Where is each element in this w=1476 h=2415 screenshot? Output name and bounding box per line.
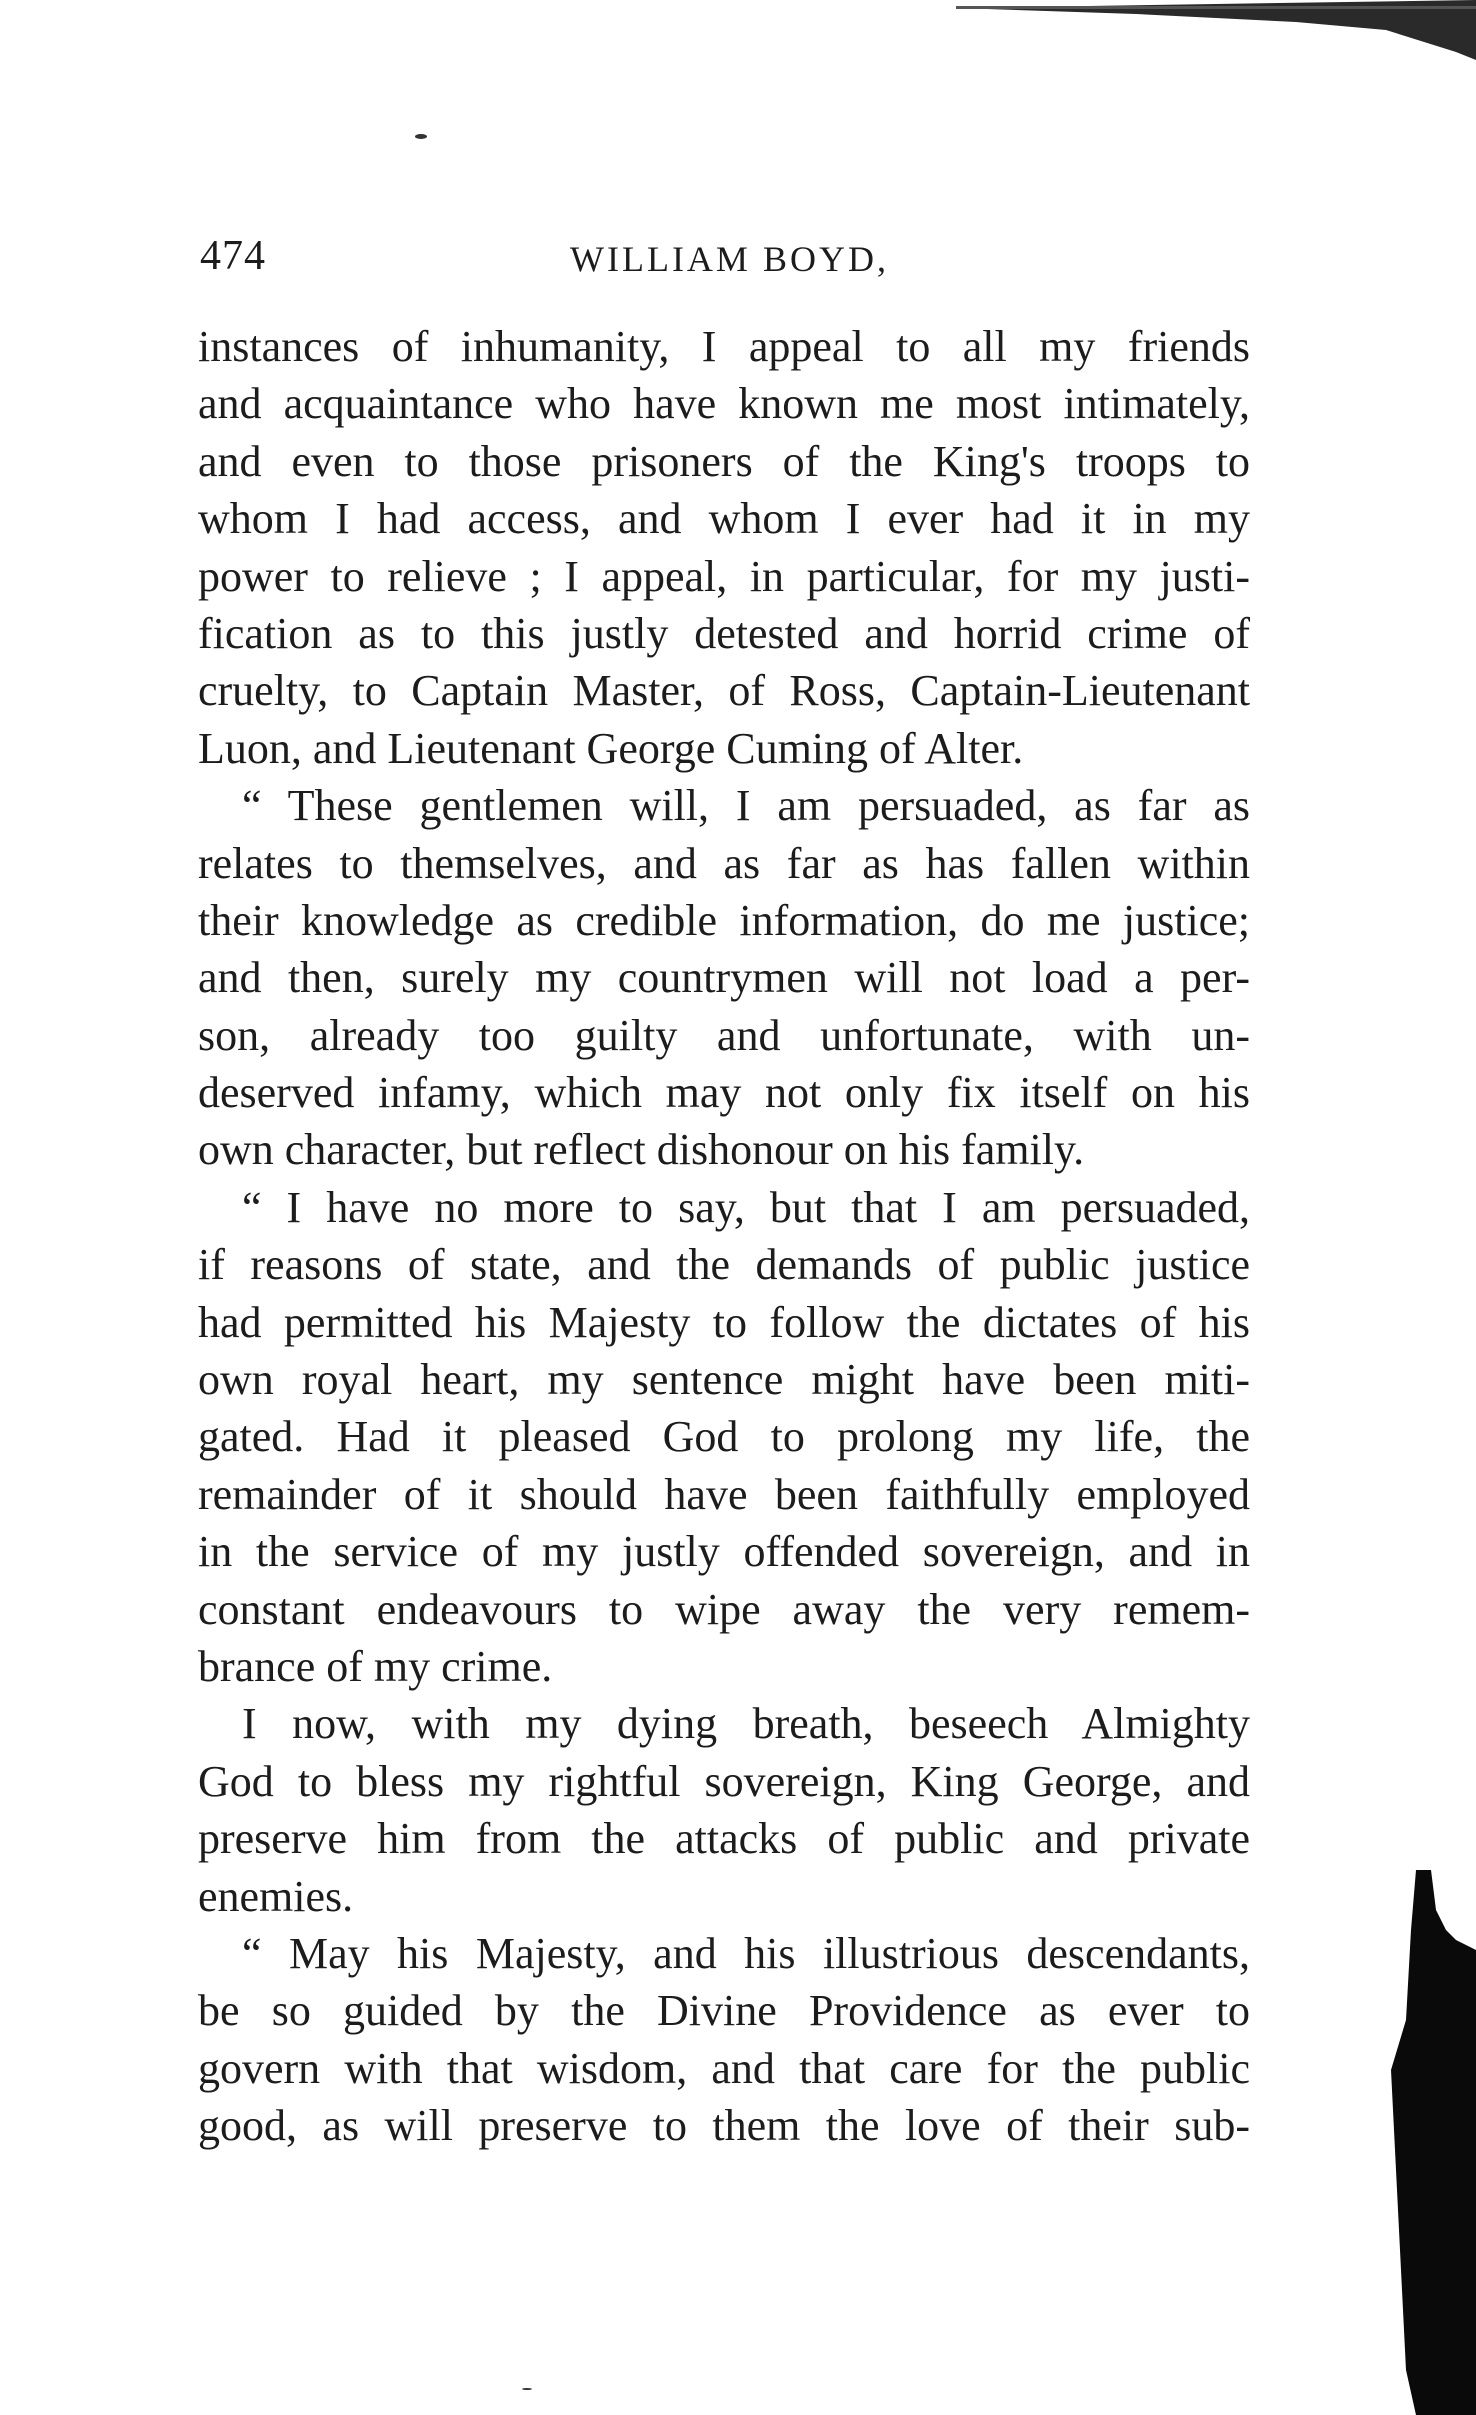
text-line: in the service of my justly offended sovereign, and in: [198, 1527, 1250, 1577]
text-line: and acquaintance who have known me most intimately,: [198, 379, 1250, 429]
text-line: relates to themselves, and as far as has fallen within: [198, 838, 1250, 888]
text-line: fication as to this justly detested and horrid crime of: [198, 608, 1250, 658]
text-line: govern with that wisdom, and that care for the public: [198, 2043, 1250, 2093]
running-head: WILLIAM BOYD,: [570, 239, 889, 279]
text-line: cruelty, to Captain Master, of Ross, Captain-Lieutenant: [198, 666, 1250, 716]
text-line: “ May his Majesty, and his illustrious descendants,: [242, 1928, 1250, 1978]
text-line: good, as will preserve to them the love of their sub-: [198, 2101, 1250, 2151]
text-line: Luon, and Lieutenant George Cuming of Alter.: [198, 723, 1024, 773]
text-line: instances of inhumanity, I appeal to all my friends: [198, 322, 1250, 371]
text-line: and even to those prisoners of the King's troops to: [198, 436, 1250, 486]
body-text: [198, 318, 1250, 2155]
text-line: gated. Had it pleased God to prolong my life, the: [198, 1412, 1250, 1462]
text-line: power to relieve ; I appeal, in particular, for my justi-: [198, 551, 1250, 601]
text-line: own royal heart, my sentence might have been miti-: [198, 1355, 1250, 1405]
text-line: God to bless my rightful sovereign, King George, and: [198, 1756, 1250, 1806]
text-line: brance of my crime.: [198, 1641, 553, 1691]
page-number: 474: [200, 233, 266, 279]
text-line: enemies.: [198, 1871, 354, 1921]
scan-speck: [415, 134, 427, 139]
text-line: remainder of it should have been faithfully employed: [198, 1469, 1250, 1519]
text-line: deserved infamy, which may not only fix itself on his: [198, 1068, 1250, 1118]
text-line: their knowledge as credible information, do me justice;: [198, 895, 1250, 945]
text-line: preserve him from the attacks of public and private: [198, 1814, 1250, 1864]
text-line: constant endeavours to wipe away the very remem-: [198, 1584, 1250, 1634]
text-line: whom I had access, and whom I ever had it in my: [198, 494, 1250, 544]
text-line: own character, but reflect dishonour on his family.: [198, 1125, 1085, 1175]
text-line: had permitted his Majesty to follow the dictates of his: [198, 1297, 1250, 1347]
scan-speck: [522, 2388, 532, 2390]
page-header: [200, 232, 1240, 302]
text-line: be so guided by the Divine Providence as ever to: [198, 1986, 1250, 2036]
scan-edge-shadow-top: [956, 0, 1476, 60]
text-line: “ These gentlemen will, I am persuaded, as far as: [242, 781, 1250, 831]
text-line: if reasons of state, and the demands of public justice: [198, 1240, 1250, 1290]
text-line: son, already too guilty and unfortunate, with un-: [198, 1010, 1250, 1060]
scan-edge-shadow-right: [1296, 1870, 1476, 2415]
text-line: and then, surely my countrymen will not load a per-: [198, 953, 1250, 1003]
text-line: I now, with my dying breath, beseech Almighty: [242, 1699, 1250, 1749]
text-line: “ I have no more to say, but that I am persuaded,: [242, 1182, 1250, 1232]
